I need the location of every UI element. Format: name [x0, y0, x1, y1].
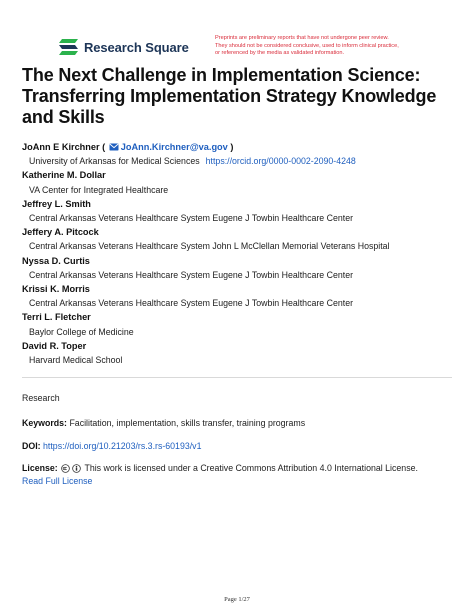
keywords-label: Keywords:: [22, 418, 67, 428]
doi-label: DOI:: [22, 441, 41, 451]
doi-link[interactable]: https://doi.org/10.21203/rs.3.rs-60193/v1: [43, 441, 202, 451]
author-list: [22, 140, 462, 367]
by-icon: [72, 464, 81, 473]
preprint-notice-line: Preprints are preliminary reports that have not undergone peer review.: [215, 35, 389, 41]
envelope-icon: [109, 143, 119, 151]
author-name: JoAnn E Kirchner: [22, 142, 100, 152]
author-name: David R. Toper: [22, 340, 87, 351]
author-entry: [22, 339, 462, 367]
author-affiliation: Harvard Medical School: [29, 355, 123, 366]
author-affiliation: Central Arkansas Veterans Healthcare System John L McClellan Memorial Veterans Hospital: [29, 241, 390, 252]
author-name: Katherine M. Dollar: [22, 170, 106, 181]
author-entry: [22, 225, 462, 253]
keywords-value: Facilitation, implementation, skills transfer, training programs: [69, 418, 306, 428]
preprint-notice: [215, 35, 455, 58]
title-line: and Skills: [22, 107, 105, 127]
author-name: Jeffery A. Pitcock: [22, 227, 99, 238]
paren-close: ): [227, 142, 234, 152]
author-entry: [22, 310, 462, 338]
author-name: Nyssa D. Curtis: [22, 255, 90, 266]
paper-title: [22, 65, 462, 128]
license-line: [22, 462, 462, 474]
preprint-notice-line: They should not be considered conclusive, used to inform clinical practice,: [215, 42, 399, 49]
license-label: License:: [22, 463, 58, 473]
author-name: Terri L. Fletcher: [22, 312, 91, 323]
research-square-logo-icon: [57, 38, 79, 57]
orcid-link[interactable]: https://orcid.org/0000-0002-2090-4248: [205, 156, 356, 167]
title-line: The Next Challenge in Implementation Science:: [22, 65, 421, 85]
page-footer: [0, 596, 474, 603]
preprint-notice-line: or referenced by the media as validated information.: [215, 50, 345, 57]
header: [0, 0, 474, 62]
author-entry: [22, 282, 462, 310]
corresponding-email-link[interactable]: JoAnn.Kirchner@va.gov: [120, 142, 228, 152]
research-square-logo[interactable]: [57, 37, 189, 57]
brand-name: Research Square: [84, 39, 189, 55]
paren-open: (: [99, 142, 106, 152]
author-affiliation: University of Arkansas for Medical Sciences: [29, 156, 200, 167]
author-affiliation: Central Arkansas Veterans Healthcare System Eugene J Towbin Healthcare Center: [29, 298, 354, 309]
author-affiliation: Central Arkansas Veterans Healthcare System Eugene J Towbin Healthcare Center: [29, 213, 354, 224]
license-text: This work is licensed under a Creative Commons Attribution 4.0 International License.: [84, 463, 418, 473]
author-affiliation: VA Center for Integrated Healthcare: [29, 184, 169, 195]
article-type: Research: [22, 393, 60, 403]
author-name: Jeffrey L. Smith: [22, 198, 91, 209]
title-line: Transferring Implementation Strategy Knowledge: [22, 86, 437, 106]
read-full-license-line: [22, 475, 462, 487]
author-affiliation-line: [22, 154, 462, 168]
author-entry: [22, 140, 462, 168]
author-affiliation: Central Arkansas Veterans Healthcare System Eugene J Towbin Healthcare Center: [29, 269, 354, 280]
section-divider: [22, 377, 452, 378]
author-name: Krissi K. Morris: [22, 284, 90, 295]
doi-line: [22, 440, 462, 452]
cc-icon: [61, 464, 70, 473]
keywords-line: [22, 417, 462, 429]
author-entry: [22, 197, 462, 225]
author-entry: [22, 254, 462, 282]
author-name-line: [22, 140, 462, 154]
page-number: Page 1/27: [224, 596, 250, 603]
author-entry: [22, 168, 462, 196]
author-affiliation: Baylor College of Medicine: [29, 326, 134, 337]
read-full-license-link[interactable]: Read Full License: [22, 476, 93, 486]
